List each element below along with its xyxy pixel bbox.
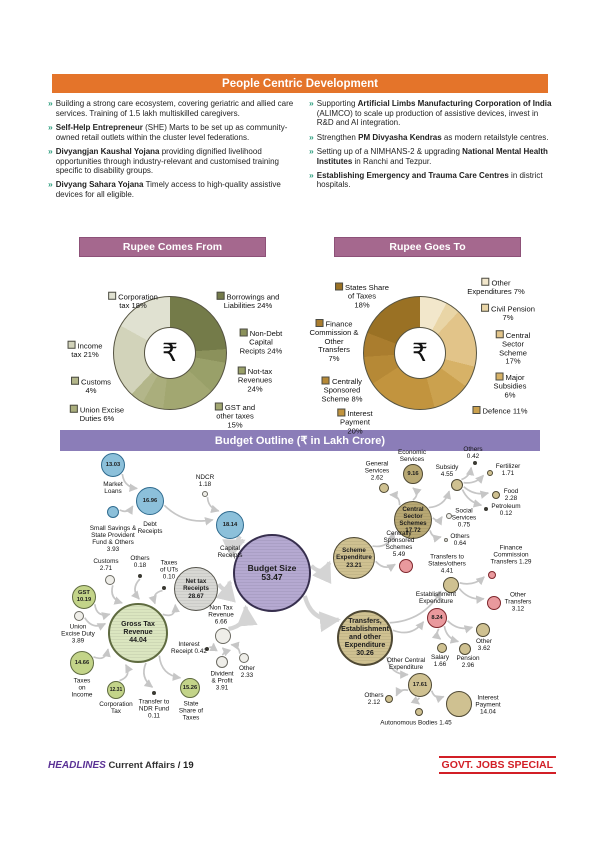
page-number: / 19	[177, 759, 194, 771]
chart-label: Major Subsidies 6%	[493, 373, 527, 399]
page-footer	[48, 756, 556, 774]
chart-label: Non-Debt Capital Recipts 24%	[239, 329, 283, 355]
legend-square-icon	[108, 292, 116, 300]
label-taxes-uts: Taxes of UTs 0.10	[159, 559, 179, 581]
bubble-ndr	[152, 691, 156, 695]
legend-square-icon	[215, 403, 223, 411]
label-others-018: Others 0.18	[130, 555, 150, 569]
flow-arrow	[112, 585, 122, 603]
bubble-fertilizer	[487, 470, 493, 476]
bubble-capital-receipts: 18.14	[216, 511, 244, 539]
bullet-marker-icon: »	[48, 145, 53, 156]
bubble-fc-transfers	[488, 571, 496, 579]
chart-label: GST and other taxes 15%	[216, 403, 256, 429]
label-fertilizer: Fertilizer 1.71	[495, 463, 521, 477]
bubble-subsidy	[451, 479, 463, 491]
bullet-text: Setting up of a NIMHANS-2 & upgrading National Mental Health Institutes in Ranchi and Tezpur.	[316, 146, 548, 166]
flow-arrow	[444, 626, 458, 641]
chart-label: Borrowings and Liabilities 24%	[217, 292, 280, 311]
legend-square-icon	[68, 341, 76, 349]
label-autonomous: Autonomous Bodies 1.45	[380, 719, 452, 727]
bubble-central-sector: Central Sector Schemes 17.72	[394, 501, 432, 539]
flow-arrow	[163, 605, 176, 616]
bubble-corp-tax: 12.31	[107, 681, 125, 699]
bubble-transfers-estab: Transfers, Establishment and other Expenditure 30.26	[337, 610, 393, 666]
label-dividend: Divident & Profit 3.91	[210, 670, 234, 692]
flow-arrow	[464, 487, 488, 494]
bubble-economic-services: 9.16	[403, 464, 423, 484]
label-ndcr: NDCR 1.18	[195, 474, 215, 488]
bullet-column-right	[309, 99, 556, 204]
legend-square-icon	[481, 278, 489, 286]
label-other-central: Other Central Expenditure	[386, 657, 426, 671]
bubble-other-transfers	[487, 596, 501, 610]
section-title: People Centric Development	[222, 77, 378, 90]
label-union-excise: Union Excise Duty 3.89	[61, 623, 95, 645]
bubble-non-tax	[215, 628, 231, 644]
bubble-others-018	[138, 574, 142, 578]
flow-arrow	[437, 629, 440, 639]
chart-title-comes-from	[79, 237, 266, 257]
flow-arrow	[396, 690, 408, 696]
bubble-others-212	[385, 695, 393, 703]
label-others-064: Others 0.64	[450, 533, 470, 547]
chart-label: Customs 4%	[71, 377, 111, 396]
bullet-text: Establishing Emergency and Trauma Care Centres in district hospitals.	[316, 170, 543, 190]
bullet-marker-icon: »	[48, 179, 53, 190]
bubble-gross-tax: Gross Tax Revenue 44.04	[108, 603, 168, 663]
bullet-marker-icon: »	[48, 98, 53, 108]
label-small-savings: Small Savings & State Provident Fund & Others 3.93	[89, 525, 137, 553]
rupee-symbol: ₹	[394, 327, 446, 379]
bullet-item	[48, 123, 295, 142]
bullet-text: Self-Help Entrepreneur (SHE) Marts to be set up as community-owned retail outlets within the cluster level federations.	[55, 122, 288, 142]
label-debt-receipts: Debt Receipts	[137, 521, 163, 535]
legend-square-icon	[472, 406, 480, 414]
legend-square-icon	[322, 377, 330, 385]
flow-arrow	[311, 562, 329, 570]
label-state-share: State Share of Taxes	[178, 700, 204, 722]
flow-arrow	[222, 648, 224, 655]
chart-label: Corporation tax 18%	[108, 292, 158, 311]
flow-arrow	[209, 644, 213, 648]
bubble-gst: GST 10.19	[72, 585, 96, 609]
bubble-pension	[459, 643, 471, 655]
flow-arrow	[459, 588, 484, 598]
legend-square-icon	[71, 377, 79, 385]
chart-area-comes-from	[45, 256, 300, 433]
flow-arrow	[219, 582, 230, 589]
flow-arrow	[448, 621, 473, 629]
label-others-212: Others 2.12	[364, 692, 384, 706]
bullet-marker-icon: »	[309, 131, 314, 142]
label-taxes-income: Taxes on Income	[71, 677, 93, 699]
bullet-marker-icon: »	[309, 98, 314, 108]
bullet-item	[309, 171, 556, 190]
bubble-salary	[437, 643, 447, 653]
bullet-text: Divyang Sahara Yojana Timely access to high-quality assistive devices for all eligible.	[55, 180, 281, 200]
flow-arrow	[120, 506, 133, 511]
label-ndr: Transfer to NDR Fund 0.11	[138, 698, 170, 720]
label-market-loans: Market Loans	[103, 481, 123, 495]
bubble-others-042	[473, 461, 477, 465]
flow-arrow	[413, 488, 417, 500]
bubble-css-sponsored	[399, 559, 413, 573]
flow-arrow	[432, 691, 444, 698]
chart-title-text: Rupee Goes To	[389, 241, 466, 253]
bullet-marker-icon: »	[309, 145, 314, 156]
label-interest-receipt: Interest Receipt 0.42	[171, 641, 207, 655]
footer-left	[48, 760, 194, 771]
bubble-taxes-uts	[162, 586, 166, 590]
bubble-dividend	[216, 656, 228, 668]
chart-label: Centrally Sponsored Scheme 8%	[321, 377, 363, 403]
label-petroleum: Petroleum 0.12	[491, 503, 521, 517]
legend-square-icon	[481, 304, 489, 312]
bubble-estab-exp: 8.24	[427, 608, 447, 628]
bullet-text: Supporting Artificial Limbs Manufacturing Corporation of India (ALIMCO) to scale up production of assistive devices, invest in R&D and AI integration.	[316, 99, 552, 128]
legend-square-icon	[496, 373, 504, 381]
chart-title-goes-to	[334, 237, 521, 257]
flow-arrow	[154, 591, 162, 604]
flow-arrow	[376, 561, 395, 567]
flow-arrow	[460, 577, 484, 584]
label-economic-services: Economic Services	[397, 449, 427, 463]
bullet-item	[309, 99, 556, 128]
bubble-ndcr	[202, 491, 208, 497]
bubble-autonomous	[415, 708, 423, 716]
legend-square-icon	[217, 292, 225, 300]
legend-square-icon	[240, 329, 248, 337]
section-header	[52, 74, 548, 93]
flow-arrow	[430, 530, 441, 537]
label-customs: Customs 2.71	[93, 558, 119, 572]
chart-label: Not-tax Revenues 24%	[237, 367, 273, 393]
flow-arrow	[433, 517, 442, 520]
chart-label: Finance Commission & Other Transfers 7%	[309, 319, 359, 363]
label-transfers-states: Transfers to States/others 4.41	[428, 553, 466, 575]
label-other-233: Other 2.33	[239, 665, 255, 679]
chart-label: Other Expenditures 7%	[467, 278, 525, 296]
chart-label: Interest Payment 20%	[337, 409, 372, 436]
bubble-scheme-exp: Scheme Expenditure 23.21	[333, 537, 375, 579]
budget-flow-diagram	[40, 446, 560, 750]
label-salary: Salary 1.66	[430, 654, 450, 668]
chart-label: States Share of Taxes 18%	[335, 283, 389, 310]
bubble-general-services	[379, 483, 389, 493]
flow-arrow	[95, 604, 110, 615]
bubble-budget: Budget Size 53.47	[233, 534, 311, 612]
budget-outline-title: Budget Outline (₹ in Lakh Crore)	[214, 435, 386, 447]
label-non-tax: Non Tax Revenue 6.66	[208, 604, 234, 626]
footer-magazine-name: Current Affairs	[108, 759, 176, 771]
bubble-others-064	[444, 538, 448, 542]
label-fc-transfers: Finance Commission Transfers 1.29	[490, 544, 532, 566]
flow-arrow	[417, 698, 419, 704]
bullet-text: Divyangjan Kaushal Yojana providing dignified livelihood opportunities through industry-relevant and customised training specific to disability groups.	[55, 146, 279, 176]
bullet-item	[48, 147, 295, 176]
bubble-small-savings	[107, 506, 119, 518]
label-corp-tax: Corporation Tax	[99, 701, 133, 715]
bullet-item	[309, 133, 556, 143]
bullet-item	[48, 99, 295, 118]
bubble-petroleum	[484, 507, 488, 511]
bubble-other-central: 17.61	[408, 673, 432, 697]
label-social-services: Social Services 0.75	[451, 507, 477, 529]
chart-label: Income tax 21%	[68, 341, 103, 360]
chart-rupee-goes-to	[300, 237, 555, 433]
footer-right-badge: GOVT. JOBS SPECIAL	[439, 756, 556, 774]
bullet-columns	[48, 99, 556, 204]
flow-arrow	[208, 497, 219, 511]
bubble-state-share: 15.26	[180, 678, 200, 698]
chart-title-text: Rupee Comes From	[122, 241, 223, 253]
flow-arrow	[93, 649, 108, 658]
bullet-item	[48, 180, 295, 199]
label-food: Food 2.28	[503, 488, 519, 502]
flow-arrow	[429, 491, 450, 507]
bullet-text: Strengthen PM Divyasha Kendras as modern retailstyle centres.	[316, 132, 549, 142]
flow-arrow	[238, 536, 244, 542]
bubble-union-excise	[74, 611, 84, 621]
flow-arrow	[461, 468, 471, 480]
label-pension: Pension 2.96	[456, 655, 480, 669]
bullet-column-left	[48, 99, 295, 204]
chart-area-goes-to	[300, 256, 555, 433]
legend-square-icon	[70, 405, 78, 413]
label-estab-exp: Establishment Expenditure	[415, 591, 457, 605]
flow-arrow	[120, 665, 128, 681]
legend-square-icon	[496, 330, 504, 338]
bullet-text: Building a strong care ecosystem, covering geriatric and allied care services. Training of 1.5 lakh multiskilled caregivers.	[55, 99, 294, 118]
flow-arrow	[159, 656, 180, 678]
flow-arrow	[393, 622, 424, 633]
flow-arrow	[390, 495, 400, 506]
chart-label: Defence 11%	[472, 406, 527, 416]
bullet-item	[309, 147, 556, 166]
label-others-042: Others 0.42	[463, 446, 483, 460]
flow-arrow	[144, 663, 153, 687]
bubble-interest-payment	[446, 691, 472, 717]
bullet-marker-icon: »	[309, 169, 314, 180]
rupee-symbol: ₹	[144, 327, 196, 379]
flow-arrow	[122, 474, 137, 488]
label-css-sponsored: Centrally Sponsored Schemes 5.49	[383, 530, 415, 558]
chart-rupee-comes-from	[45, 237, 300, 433]
chart-label: Central Sector Scheme 17%	[496, 330, 530, 366]
bubble-customs	[105, 575, 115, 585]
magazine-brand: HEADLINES	[48, 759, 106, 771]
label-subsidy: Subsidy 4.55	[435, 464, 459, 478]
bubble-taxes-income: 14.66	[70, 651, 94, 675]
flow-arrow	[135, 579, 140, 599]
legend-square-icon	[315, 319, 323, 327]
label-general-services: General Services 2.62	[364, 460, 390, 482]
bullet-marker-icon: »	[48, 121, 53, 132]
chart-label: Union Excise Duties 6%	[70, 405, 124, 424]
flow-arrow	[231, 645, 240, 654]
bubble-other-362	[476, 623, 490, 637]
bubble-food	[492, 491, 500, 499]
label-other-362: Other 3.62	[476, 638, 492, 652]
flow-arrow	[164, 505, 212, 521]
bubble-net-tax: Net tax Receipts 28.67	[174, 567, 218, 611]
chart-label: Civil Pension 7%	[481, 304, 535, 323]
donut-charts-row	[45, 237, 555, 433]
flow-arrow	[305, 596, 339, 620]
label-capital-receipts: Capital Receipts	[217, 545, 243, 559]
legend-square-icon	[238, 367, 246, 375]
label-other-transfers: Other Transfers 3.12	[504, 591, 532, 613]
bubble-market-loans: 13.03	[101, 453, 125, 477]
legend-square-icon	[335, 283, 343, 291]
bubble-other-233	[239, 653, 249, 663]
legend-square-icon	[337, 409, 345, 417]
label-interest-payment: Interest Payment 14.04	[475, 694, 501, 716]
bubble-debt-receipts: 16.96	[136, 487, 164, 515]
